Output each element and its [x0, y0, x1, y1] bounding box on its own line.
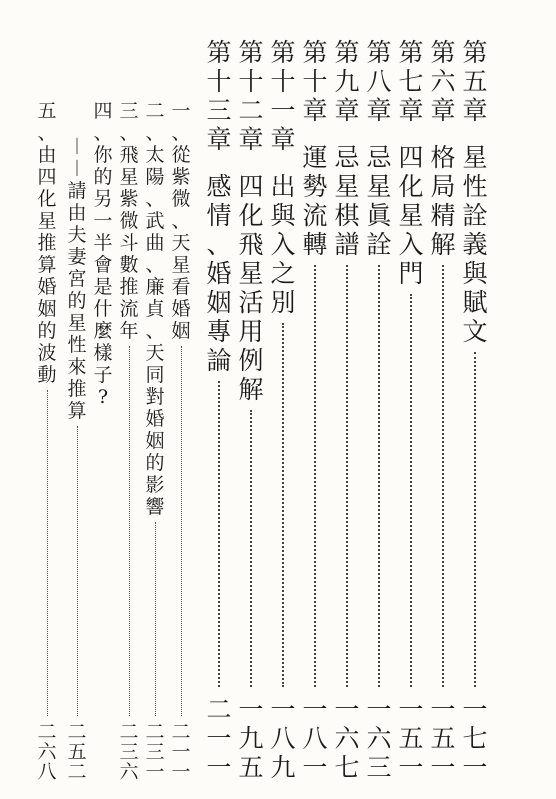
- chapter-title: 四 化 飛 星 活 用 例 解: [238, 172, 264, 404]
- dot-leader: [410, 294, 412, 687]
- toc-chapter: [268, 38, 298, 782]
- toc-section: [92, 100, 114, 782]
- page-number: 一 五 一: [430, 695, 456, 782]
- chapter-number: 第 八 章: [366, 38, 392, 125]
- dot-leader: [442, 265, 444, 687]
- chapter-title: 星 性 詮 義 與 賦 文: [462, 143, 488, 346]
- toc-chapter: [396, 38, 426, 782]
- page-number: 二 一 一: [171, 721, 191, 783]
- page-number: 一 五 一: [398, 695, 424, 782]
- dot-leader: [181, 346, 182, 716]
- dot-leader: [129, 346, 130, 716]
- dot-leader: [218, 381, 220, 687]
- chapter-number: 第 十 章: [302, 38, 328, 125]
- chapter-number: 第 十 一 章: [270, 38, 296, 154]
- dot-leader: [346, 265, 348, 687]
- dot-leader: [77, 426, 78, 716]
- section-title: 四 、 你 的 另 一 半 會 是 什 麼 樣 子 ?: [93, 100, 113, 408]
- chapter-title: 感 情 、 婚 姻 專 論: [206, 172, 232, 375]
- toc-chapter: [428, 38, 458, 782]
- section-title: 二 、 太 陽 、 武 曲 、 廉 貞 、 天 同 對 婚 姻 的 影 響: [145, 100, 165, 518]
- page-number: 一 八 九: [270, 695, 296, 782]
- toc-section: [118, 100, 140, 782]
- chapter-number: 第 十 三 章: [206, 38, 232, 154]
- chapter-number: 第 五 章: [462, 38, 488, 125]
- chapter-title: 運 勢 流 轉: [302, 143, 328, 259]
- page-number: 二 三 一: [145, 721, 165, 783]
- chapter-title: 四 化 星 入 門: [398, 143, 424, 288]
- toc-chapter: [236, 38, 266, 782]
- dot-leader: [155, 522, 156, 716]
- page-number: 一 七 一: [462, 695, 488, 782]
- chapter-number: 第 九 章: [334, 38, 360, 125]
- chapter-title: 忌 星 棋 譜: [334, 143, 360, 259]
- chapter-number: 第 十 二 章: [238, 38, 264, 154]
- dot-leader: [250, 410, 252, 687]
- dot-leader: [47, 390, 48, 716]
- toc-chapter: [300, 38, 330, 782]
- page-number: 一 九 五: [238, 695, 264, 782]
- page-number: 一 六 三: [366, 695, 392, 782]
- toc-section: [170, 100, 192, 782]
- dot-leader: [314, 265, 316, 687]
- chapter-number: 第 七 章: [398, 38, 424, 125]
- page-number: 一 六 七: [334, 695, 360, 782]
- toc-section: [36, 100, 58, 782]
- page-number: 一 八 一: [302, 695, 328, 782]
- toc-chapter: [364, 38, 394, 782]
- section-title: 一 、 從 紫 微 、 天 星 看 婚 姻: [171, 100, 191, 342]
- chapter-title: 忌 星 眞 詮: [366, 143, 392, 259]
- page-number: 二 一 一: [206, 695, 232, 782]
- toc-chapter: [204, 38, 234, 782]
- dot-leader: [474, 352, 476, 687]
- section-title: 五 、 由 四 化 星 推 算 婚 姻 的 波 動: [37, 100, 57, 386]
- dot-leader: [378, 265, 380, 687]
- page-number: 二 五 二: [67, 721, 87, 783]
- page-number: 二 三 六: [119, 721, 139, 783]
- toc-section: [66, 136, 88, 782]
- toc-chapter: [460, 38, 490, 782]
- toc-chapter: [332, 38, 362, 782]
- chapter-title: 出 與 入 之 別: [270, 172, 296, 317]
- chapter-number: 第 六 章: [430, 38, 456, 125]
- dot-leader: [282, 323, 284, 687]
- section-subtitle: ︱ ︱ 請 由 夫 妻 宮 的 星 性 來 推 算: [67, 136, 87, 422]
- page-number: 二 六 八: [37, 721, 57, 783]
- chapter-title: 格 局 精 解: [430, 143, 456, 259]
- section-title: 三 、 飛 星 紫 微 斗 數 推 流 年: [119, 100, 139, 342]
- toc-section: [144, 100, 166, 782]
